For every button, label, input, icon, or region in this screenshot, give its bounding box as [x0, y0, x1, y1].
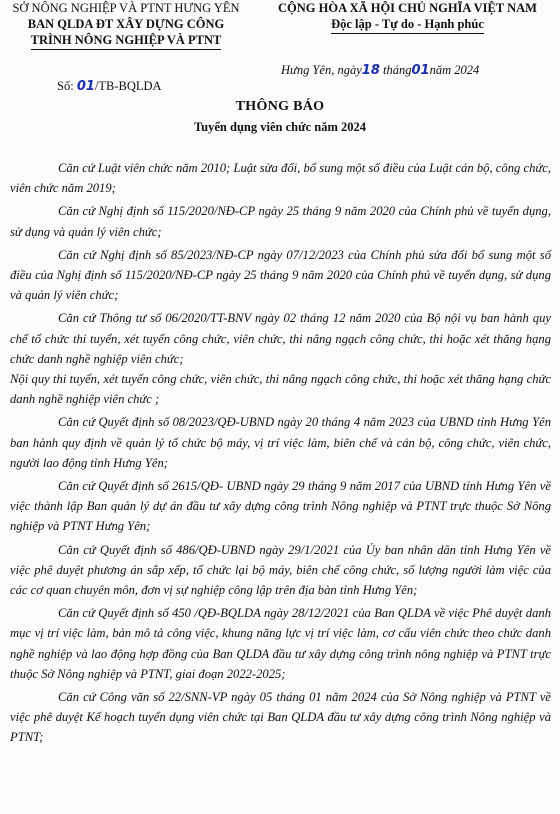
paragraph: Căn cứ Thông tư số 06/2020/TT-BNV ngày 02 tháng 12 năm 2020 của Bộ nội vụ ban hành quy chế tổ chức thi tuyển, xét tuyển công chức, viên chức, thi nâng ngạch công chức, thi hoặc xét thăng hạng chức danh nghề nghiệp viên chức;: [10, 311, 551, 366]
national-motto-block: [255, 0, 560, 34]
document-subtitle: Tuyển dụng viên chức năm 2024: [193, 120, 366, 134]
document-body: [10, 158, 551, 751]
handwritten-day: 18: [361, 63, 380, 78]
paragraph: Căn cứ Luật viên chức năm 2010; Luật sửa đổi, bổ sung một số điều của Luật cán bộ, công chức, viên chức năm 2019;: [10, 161, 551, 196]
handwritten-month: 01: [411, 63, 430, 78]
parent-agency: SỞ NÔNG NGHIỆP VÀ PTNT HƯNG YÊN: [12, 1, 240, 15]
paragraph: Căn cứ Quyết định số 486/QĐ-UBND ngày 29/1/2021 của Ủy ban nhân dân tỉnh Hưng Yên về việc phê duyệt phương án sắp xếp, tổ chức lại bộ máy, biên chế công chức, số lượng người làm việc của các cơ quan chuyên môn, đơn vị sự nghiệp công lập trên địa bàn tỉnh Hưng Yên;: [10, 542, 551, 598]
paragraph: Căn cứ Quyết định số 450 /QĐ-BQLDA ngày 28/12/2021 của Ban QLDA về việc Phê duyệt danh mục vị trí việc làm, bản mô tả công việc, khung năng lực vị trí việc làm, cơ cấu viên chức theo chức danh nghề nghiệp và lao động hợp đồng của Ban QLDA đầu tư xây dựng công trình nông nghiệp và PTNT trực thuộc Sở Nông nghiệp và PTNT, giai đoạn 2022-2025;: [10, 606, 551, 681]
paragraph: Căn cứ Nghị định số 115/2020/NĐ-CP ngày 25 tháng 9 năm 2020 của Chính phủ về tuyển dụng, sử dụng và quản lý viên chức;: [10, 204, 551, 239]
paragraph: Căn cứ Nghị định số 85/2023/NĐ-CP ngày 07/12/2023 của Chính phủ sửa đổi bổ sung một số điều của Nghị định số 115/2020/NĐ-CP ngày 25 tháng 9 năm 2020 của Chính phủ về tuyển dụng, sử dụng và quản lý viên chức;: [10, 247, 551, 303]
motto: Độc lập - Tự do - Hạnh phúc: [255, 16, 560, 34]
paragraph: Căn cứ Quyết định số 08/2023/QĐ-UBND ngày 20 tháng 4 năm 2023 của UBND tỉnh Hưng Yên ban hành quy định về quản lý tổ chức bộ máy, vị trí việc làm, biên chế và cán bộ, công chức, viên chức, người lao động tỉnh Hưng Yên;: [10, 415, 551, 470]
issuer-block: [4, 0, 248, 50]
issuer-name-line2: TRÌNH NÔNG NGHIỆP VÀ PTNT: [4, 32, 248, 50]
paragraph: Nội quy thi tuyển, xét tuyển công chức, viên chức, thi nâng ngạch công chức, thi hoặc xét thăng hạng chức danh nghề nghiệp viên chức ;: [10, 372, 551, 407]
handwritten-number: 01: [76, 79, 95, 94]
document-number: Số: 01/TB-BQLDA: [57, 79, 162, 94]
paragraph: Căn cứ Công văn số 22/SNN-VP ngày 05 tháng 01 năm 2024 của Sở Nông nghiệp và PTNT về việc phê duyệt Kế hoạch tuyển dụng viên chức tại Ban QLDA đầu tư xây dựng công trình Nông nghiệp và PTNT;: [10, 690, 551, 745]
paragraph: Căn cứ Quyết định số 2615/QĐ- UBND ngày 29 tháng 9 năm 2017 của UBND tỉnh Hưng Yên về việc thành lập Ban quản lý dự án đầu tư xây dựng công trình Nông nghiệp và PTNT trực thuộc Sở Nông nghiệp và PTNT Hưng Yên;: [10, 479, 551, 534]
country-name: CỘNG HÒA XÃ HỘI CHỦ NGHĨA VIỆT NAM: [278, 1, 537, 15]
document-title: THÔNG BÁO: [235, 99, 325, 114]
issue-date: Hưng Yên, ngày18 tháng01năm 2024: [281, 63, 480, 78]
issuer-name-line1: BAN QLDA ĐT XÂY DỰNG CÔNG: [27, 17, 225, 31]
